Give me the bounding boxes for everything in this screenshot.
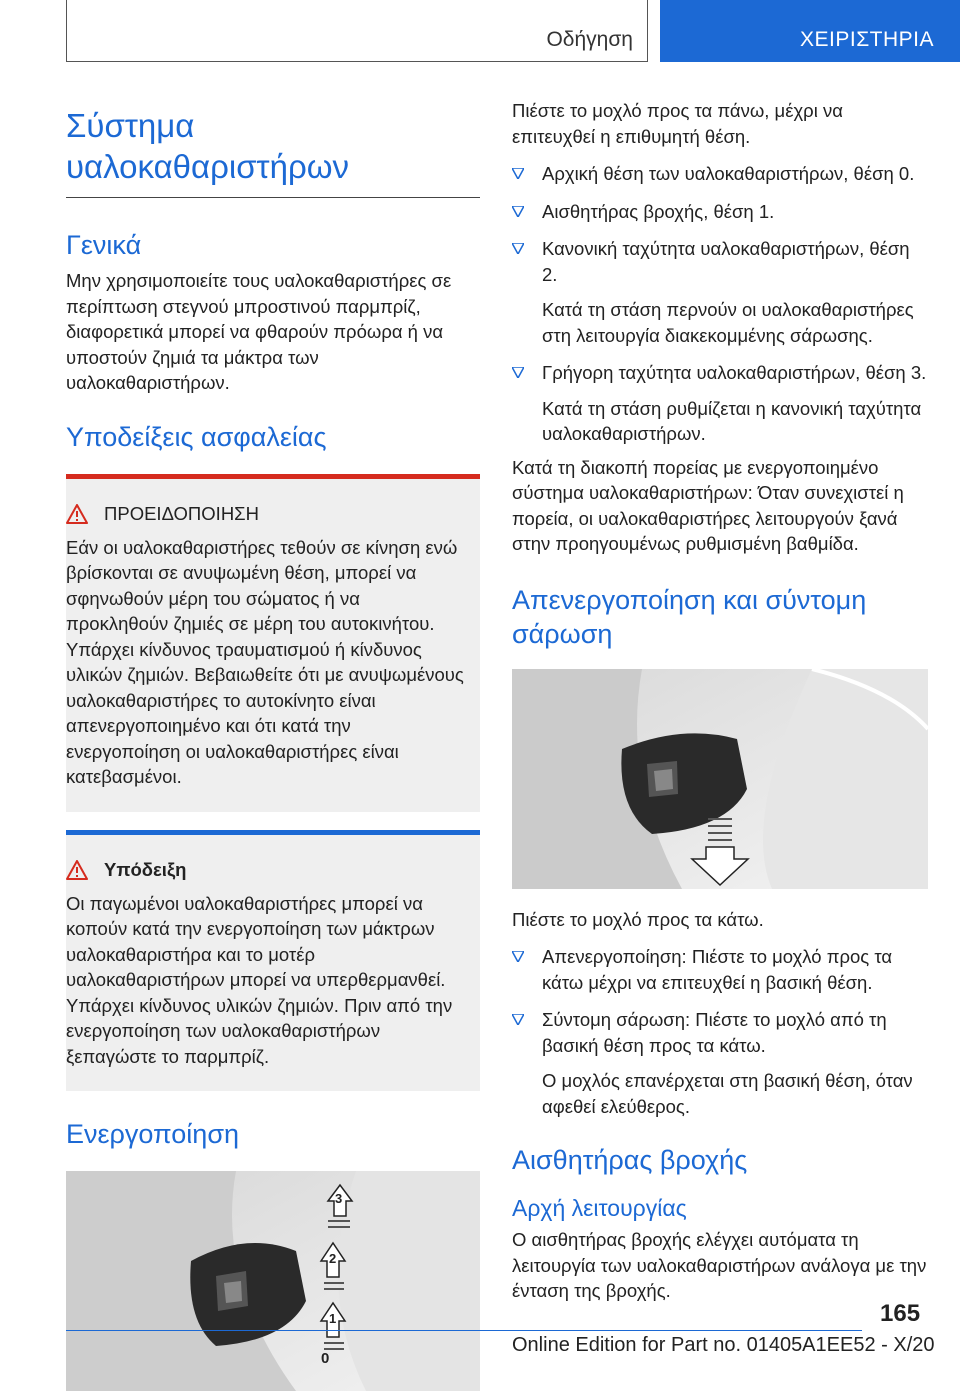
position-0-label: 0 [321, 1350, 330, 1367]
list-item-text: Σύντομη σάρωση: Πιέστε το μοχλό από τη βασική θέση προς τα κάτω. [542, 1009, 887, 1056]
wiper-lever-illustration [66, 1171, 480, 1391]
list-item [512, 1007, 928, 1119]
general-heading: Γενικά [66, 230, 142, 260]
general-text: Μην χρησιμοποιείτε τους υαλοκαθαριστήρες σε περίπτωση στεγνού μπροστινού παρμπρίζ, διαφορετικά μπορεί να φθαρούν πρόωρα ή να υποστούν ζημιά τα μάκτρα των υαλοκαθαριστήρων. [66, 270, 452, 393]
warning-title: ΠΡΟΕΙΔΟΠΟΙΗΣΗ [104, 502, 259, 524]
warning-title-row [66, 501, 472, 527]
note-title: Υπόδειξη [104, 858, 187, 880]
list-item-subtext: Ο μοχλός επανέρχεται στη βασική θέση, όταν αφεθεί ελεύθερος. [542, 1070, 913, 1117]
bullet-triangle-icon [512, 243, 524, 254]
deactivation-list [512, 944, 928, 1119]
list-item-subtext: Κατά τη στάση ρυθμίζεται η κανονική ταχύτητα υαλοκαθαριστήρων. [542, 397, 922, 444]
safety-heading: Υποδείξεις ασφαλείας [66, 421, 327, 452]
section-tab-label: Οδήγηση [546, 28, 633, 51]
intro-text: Πιέστε το μοχλό προς τα πάνω, μέχρι να επιτευχθεί η επιθυμητή θέση. [512, 100, 843, 147]
note-title-row [66, 857, 472, 883]
note-box [66, 830, 480, 1092]
note-text: Οι παγωμένοι υαλοκαθαριστήρες μπορεί να κοπούν κατά την ενεργοποίηση των μάκτρων υαλοκαθαριστήρα και το μοτέρ υαλοκαθαριστήρων μπορεί να υπερθερμανθεί. Υπάρχει κίνδυνος υλικών ζημιών. Πριν από την ενεργοποίηση των υαλοκαθαριστήρων ξεπαγώστε το παρμπρίζ. [66, 892, 453, 1067]
bullet-triangle-icon [512, 1014, 524, 1025]
principle-heading: Αρχή λειτουργίας [512, 1195, 687, 1221]
position-1-label: 1 [329, 1311, 337, 1326]
position-2-label: 2 [329, 1251, 337, 1266]
list-item-text: Κανονική ταχύτητα υαλοκαθαριστήρων, θέση 2. [542, 238, 910, 285]
list-item [512, 360, 928, 447]
chapter-tab [660, 0, 960, 62]
page-number: 165 [880, 1300, 921, 1327]
list-item-text: Αισθητήρας βροχής, θέση 1. [542, 200, 775, 222]
edition-text: Online Edition for Part no. 01405A1EE52 - X/20 [512, 1334, 935, 1356]
bullet-triangle-icon [512, 367, 524, 378]
position-3-label: 3 [335, 1191, 343, 1206]
press-down-text: Πιέστε το μοχλό προς τα κάτω. [512, 908, 764, 930]
wiper-lever-down-illustration [512, 669, 928, 889]
list-item-text: Αρχική θέση των υαλοκαθαριστήρων, θέση 0. [542, 163, 915, 184]
page-title: Σύστημα υαλοκαθαριστήρων [66, 107, 349, 185]
rain-sensor-heading: Αισθητήρας βροχής [512, 1145, 748, 1175]
bullet-triangle-icon [512, 206, 524, 217]
title-divider [66, 197, 480, 198]
warning-box [66, 474, 480, 812]
positions-list [512, 161, 928, 447]
warning-text: Εάν οι υαλοκαθαριστήρες τεθούν σε κίνηση ενώ βρίσκονται σε ανυψωμένη θέση, μπορεί να σφηνωθούν μέρη του σώματος ή να προκληθούν ζημιές σε μέρη του αυτοκινήτου. Υπάρχει κίνδυνος τραυματισμού ή κίνδυνος υλικών ζημιών. Βεβαιωθείτε ότι με ανυψωμένους υαλοκαθαριστήρες το αυτοκίνητο είναι απενεργοποιημένο και ότι κατά την ενεργοποίηση οι υαλοκαθαριστήρες είναι κατεβασμένοι. [66, 536, 464, 787]
list-item-text: Γρήγορη ταχύτητα υαλοκαθαριστήρων, θέση 3. [542, 362, 927, 383]
deactivation-heading: Απενεργοποίηση και σύντομη σάρωση [512, 584, 867, 649]
activation-image [66, 1171, 480, 1391]
deactivation-image [512, 669, 928, 889]
left-column [66, 105, 480, 1391]
chapter-tab-label: ΧΕΙΡΙΣΤΗΡΙΑ [800, 28, 935, 51]
warning-triangle-icon [66, 504, 88, 524]
interrupt-text: Κατά τη διακοπή πορείας με ενεργοποιημένο σύστημα υαλοκαθαριστήρων: Όταν συνεχιστεί η πορεία, οι υαλοκαθαριστήρες λειτουργούν ξανά στην προηγουμένως ρυθμισμένη βαθμίδα. [512, 456, 904, 554]
bullet-triangle-icon [512, 951, 524, 962]
page-header [0, 0, 960, 66]
activation-heading: Ενεργοποίηση [66, 1119, 239, 1149]
list-item-text: Απενεργοποίηση: Πιέστε το μοχλό προς τα κάτω μέχρι να επιτευχθεί η βασική θέση. [542, 946, 893, 993]
list-item-subtext: Κατά τη στάση περνούν οι υαλοκαθαριστήρες στη λειτουργία διακεκομμένης σάρωσης. [542, 299, 914, 346]
bullet-triangle-icon [512, 168, 524, 179]
note-triangle-icon [66, 860, 88, 880]
section-tab [66, 0, 648, 62]
list-item [512, 944, 928, 995]
right-column [512, 98, 928, 1304]
principle-text: Ο αισθητήρας βροχής ελέγχει αυτόματα τη λειτουργία των υαλοκαθαριστήρων ανάλογα με την ένταση της βροχής. [512, 1229, 927, 1301]
list-item [512, 161, 928, 187]
list-item [512, 236, 928, 348]
footer-divider [66, 1330, 862, 1331]
list-item [512, 199, 928, 225]
